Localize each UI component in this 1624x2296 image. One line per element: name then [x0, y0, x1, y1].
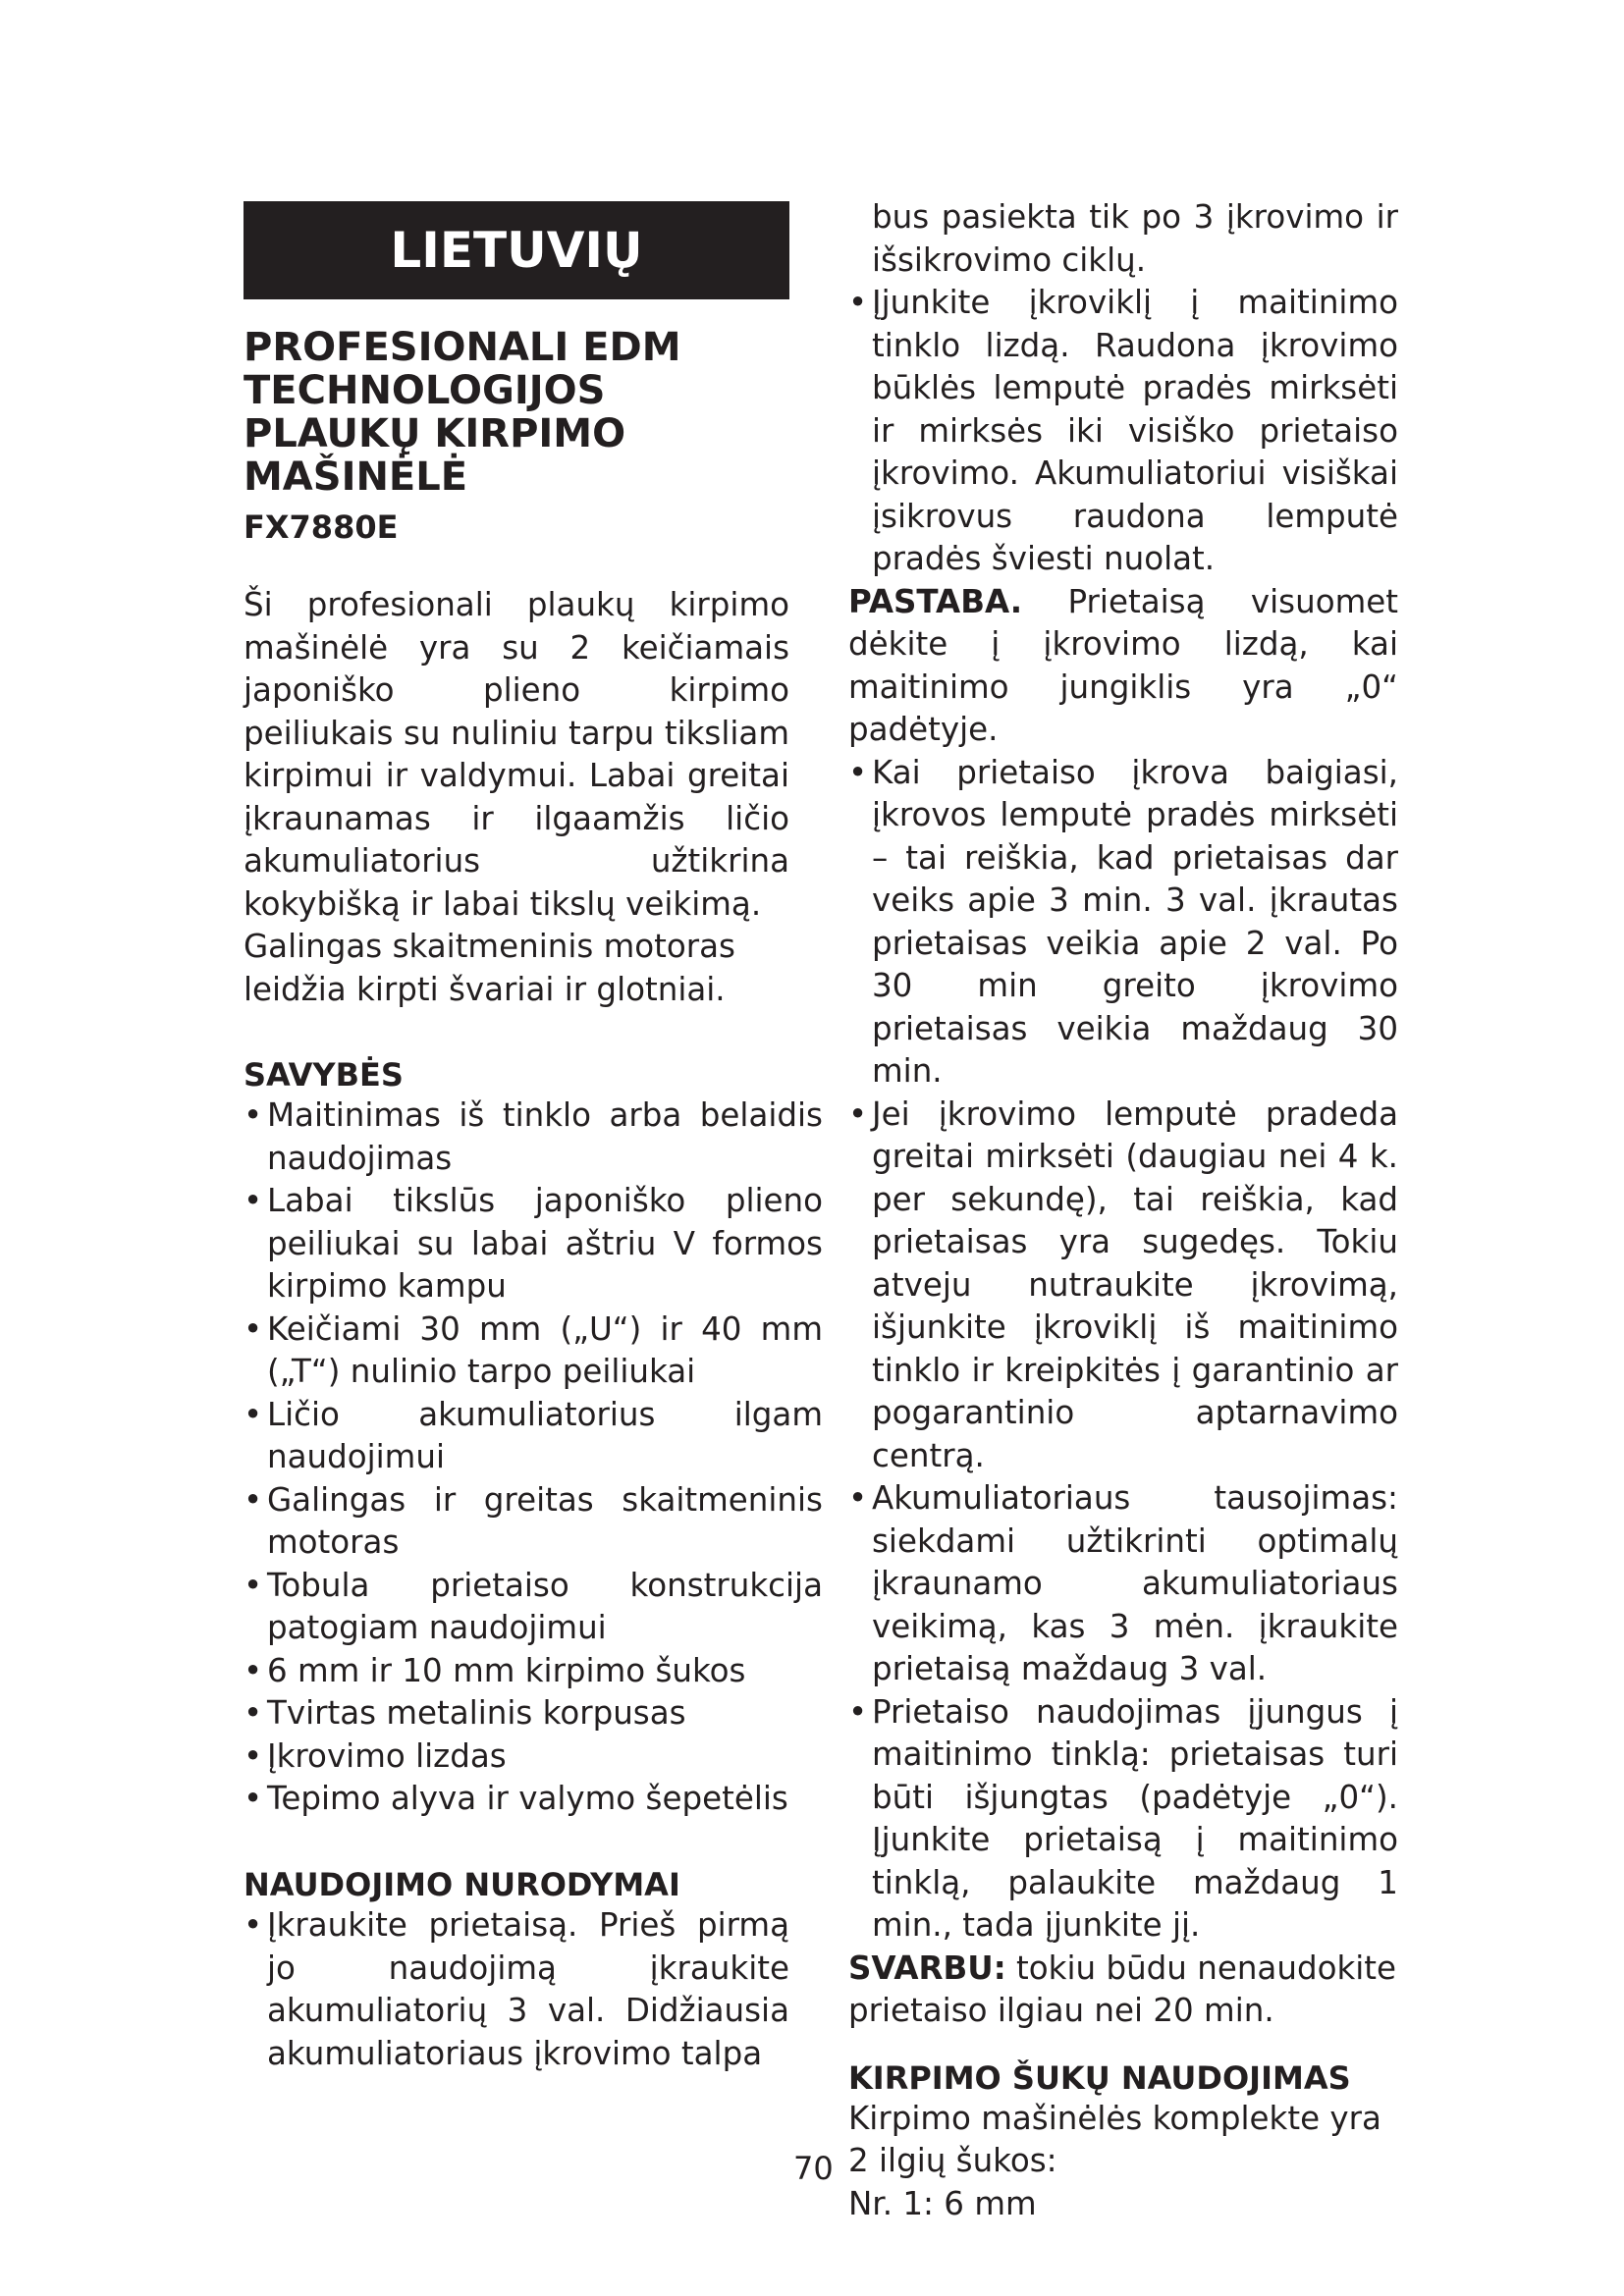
- bullet-icon: •: [848, 1095, 868, 1133]
- feature-item: • Tobula prietaiso konstrukcija patogiam naudojimui: [244, 1566, 823, 1646]
- note-label: PASTABA.: [848, 582, 1023, 620]
- combs-text: Kirpimo mašinėlės komplekte yra 2 ilgių šukos:: [848, 2099, 1381, 2179]
- feature-item: • Įkrovimo lizdas: [244, 1735, 823, 1779]
- product-title-line: MAŠINĖLĖ: [244, 454, 468, 500]
- bullet-icon: •: [244, 1694, 263, 1732]
- feature-item: • Tepimo alyva ir valymo šepetėlis: [244, 1778, 823, 1821]
- instruction-item: • Prietaiso naudojimas įjungus į maitinimo tinklą: prietaisas turi būti išjungtas (padėtyje „0“). Įjunkite prietaisą į maitinimo tinklą, palaukite maždaug 1 min., tada įjunkite jį.: [848, 1692, 1398, 1944]
- feature-item: • Galingas ir greitas skaitmeninis motoras: [244, 1480, 823, 1561]
- bullet-icon: •: [244, 1566, 263, 1604]
- important-paragraph: [848, 1948, 1398, 2033]
- important-text: tokiu būdu nenaudokite prietaiso ilgiau nei 20 min.: [848, 1949, 1397, 2029]
- instruction-item: • Akumuliatoriaus tausojimas: siekdami užtikrinti optimalų įkraunamo akumuliatoriaus veikimą, kas 3 mėn. įkraukite prietaisą maždaug 3 val.: [848, 1479, 1398, 1687]
- product-title-line: PLAUKŲ KIRPIMO: [244, 411, 626, 456]
- instruction-item: • Įkraukite prietaisą. Prieš pirmą jo naudojimą įkraukite akumuliatorių 3 val. Didžiausia akumuliatoriaus įkrovimo talpa: [244, 1906, 789, 2072]
- bullet-icon: •: [244, 1651, 263, 1689]
- feature-item: • Keičiami 30 mm („U“) ir 40 mm („T“) nulinio tarpo peiliukai: [244, 1309, 823, 1390]
- product-title-line: TECHNOLOGIJOS: [244, 368, 606, 413]
- feature-item: • Maitinimas iš tinklo arba belaidis naudojimas: [244, 1096, 823, 1177]
- instructions-heading: NAUDOJIMO NURODYMAI: [244, 1866, 680, 1903]
- bullet-icon: •: [244, 1182, 263, 1219]
- instructions-continued: [848, 196, 1398, 2225]
- instruction-item: • Kai prietaiso įkrova baigiasi, įkrovos lemputė pradės mirksėti – tai reiškia, kad prietaisas dar veiks apie 3 min. 3 val. įkrautas prietaisas veikia apie 2 val. Po 30 min greito įkrovimo prietaisas veikia maždaug 30 min.: [848, 753, 1398, 1090]
- combs-item: Nr. 1: 6 mm: [848, 2184, 1037, 2222]
- feature-item: • Ličio akumuliatorius ilgam naudojimui: [244, 1395, 823, 1475]
- feature-item: • 6 mm ir 10 mm kirpimo šukos: [244, 1650, 823, 1693]
- instruction-item: • Įjunkite įkroviklį į maitinimo tinklo lizdą. Raudona įkrovimo būklės lemputė pradės mirksėti ir mirksės iki visiško prietaiso įkrovimo. Akumuliatoriui visiškai įsikrovus raudona lemputė pradės šviesti nuolat.: [848, 284, 1398, 577]
- language-banner-label: LIETUVIŲ: [390, 222, 643, 279]
- feature-item: • Tvirtas metalinis korpusas: [244, 1692, 823, 1735]
- bullet-icon: •: [244, 1480, 263, 1519]
- product-title-line: PROFESIONALI EDM: [244, 325, 681, 370]
- note-text: Prietaisą visuomet dėkite į įkrovimo lizdą, kai maitinimo jungiklis yra „0“ padėtyje.: [848, 582, 1398, 748]
- bullet-icon: •: [244, 1309, 263, 1348]
- product-model: FX7880E: [244, 508, 399, 546]
- bullet-icon: •: [848, 1479, 868, 1517]
- important-label: SVARBU:: [848, 1949, 1006, 1987]
- feature-item: • Labai tikslūs japoniško plieno peiliukai su labai aštriu V formos kirpimo kampu: [244, 1182, 823, 1305]
- bullet-icon: •: [848, 1692, 868, 1731]
- intro-paragraph: Galingas skaitmeninis motoras leidžia kirpti švariai ir glotniai.: [244, 928, 735, 1008]
- intro-section: [244, 584, 789, 1011]
- bullet-icon: •: [244, 1780, 263, 1817]
- intro-paragraph: Ši profesionali plaukų kirpimo mašinėlė yra su 2 keičiamais japoniško plieno kirpimo peiliukais su nuliniu tarpu tiksliam kirpimui ir valdymui. Labai greitai įkraunamas ir ilgaamžis ličio akumuliatorius užtikrina kokybišką ir labai tikslų veikimą.: [244, 586, 789, 923]
- instructions-section: [244, 1865, 789, 2075]
- features-section: [244, 1055, 823, 1821]
- bullet-icon: •: [244, 1736, 263, 1775]
- bullet-icon: •: [244, 1096, 263, 1134]
- bullet-icon: •: [244, 1906, 263, 1944]
- bullet-icon: •: [848, 284, 868, 321]
- page-number: 70: [793, 2150, 834, 2187]
- bullet-icon: •: [244, 1395, 263, 1433]
- instruction-item-continued: bus pasiekta tik po 3 įkrovimo ir išsikrovimo ciklų.: [872, 198, 1398, 279]
- combs-heading: KIRPIMO ŠUKŲ NAUDOJIMAS: [848, 2058, 1351, 2097]
- language-banner: [244, 201, 789, 299]
- product-title: [244, 326, 793, 499]
- bullet-icon: •: [848, 753, 868, 791]
- instruction-item: • Jei įkrovimo lemputė pradeda greitai mirksėti (daugiau nei 4 k. per sekundę), tai reiškia, kad prietaisas yra sugedęs. Tokiu atveju nutraukite įkrovimą, išjunkite įkroviklį iš maitinimo tinklo ir kreipkitės į garantinio ar pogarantinio aptarnavimo centrą.: [848, 1095, 1398, 1474]
- features-heading: SAVYBĖS: [244, 1056, 404, 1094]
- note-paragraph: [848, 581, 1398, 752]
